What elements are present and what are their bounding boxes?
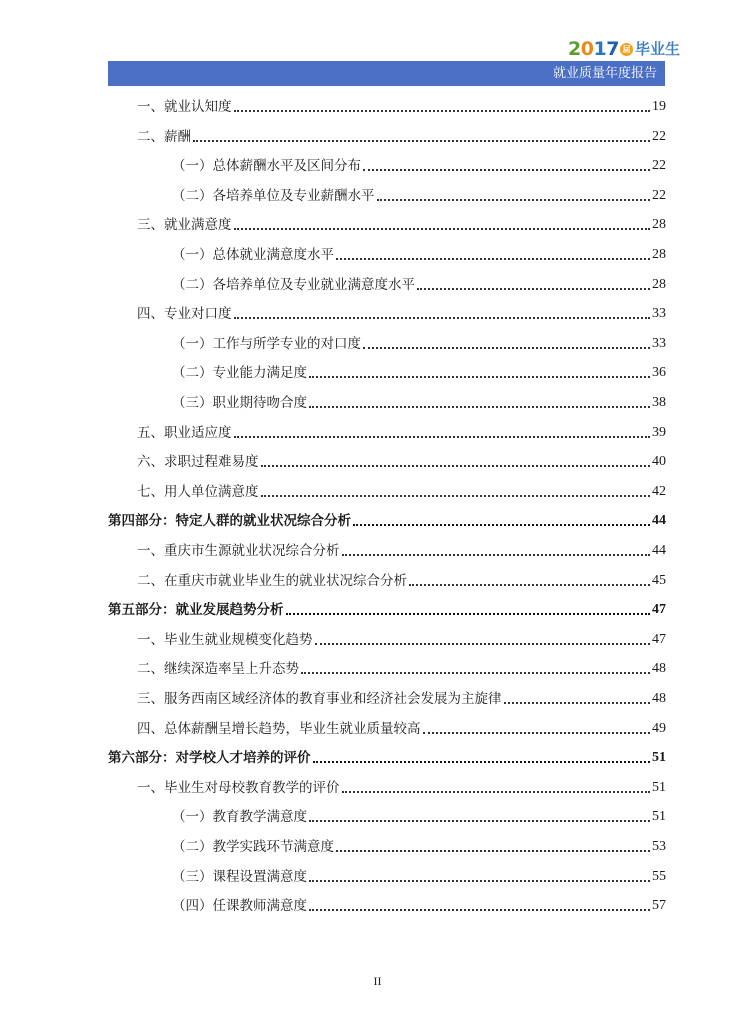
- toc-entry-label: 四、总体薪酬呈增长趋势，毕业生就业质量较高: [137, 720, 421, 737]
- toc-subsection-entry[interactable]: [172, 184, 666, 206]
- toc-dot-leader: [309, 908, 650, 911]
- logo-text: 毕业生: [634, 40, 680, 58]
- logo-year: [568, 37, 619, 61]
- toc-section-entry[interactable]: [137, 421, 666, 443]
- toc-entry-label: （二）专业能力满足度: [172, 365, 307, 382]
- toc-part-entry[interactable]: [108, 509, 666, 531]
- toc-entry-page: 49: [652, 720, 666, 736]
- toc-entry-label: （二）教学实践环节满意度: [172, 839, 334, 855]
- toc-entry-page: 36: [652, 365, 666, 381]
- toc-dot-leader: [342, 553, 651, 556]
- toc-section-entry[interactable]: [137, 480, 666, 502]
- toc-entry-page: 28: [652, 217, 666, 233]
- toc-entry-page: 57: [652, 898, 666, 914]
- toc-subsection-entry[interactable]: [172, 273, 666, 295]
- toc-entry-page: 45: [652, 572, 666, 588]
- toc-subsection-entry[interactable]: [172, 865, 666, 887]
- toc-section-entry[interactable]: [137, 450, 666, 472]
- toc-dot-leader: [309, 405, 650, 408]
- toc-entry-page: 40: [652, 454, 666, 470]
- toc-entry-page: 48: [652, 691, 666, 706]
- report-title: 就业质量年度报告: [552, 66, 657, 81]
- toc-entry-label: 七、用人单位满意度: [137, 483, 259, 500]
- toc-section-entry[interactable]: [137, 687, 666, 709]
- toc-entry-label: （一）教育教学满意度: [172, 809, 307, 826]
- toc-entry-page: 39: [652, 424, 666, 440]
- toc-section-entry[interactable]: [137, 539, 666, 561]
- toc-entry-label: 五、职业适应度: [137, 424, 232, 441]
- toc-entry-label: 一、毕业生就业规模变化趋势: [137, 631, 313, 648]
- toc-section-entry[interactable]: [137, 628, 666, 650]
- toc-dot-leader: [363, 168, 650, 171]
- toc-section-entry[interactable]: [137, 302, 666, 324]
- toc-entry-label: 三、就业满意度: [137, 217, 232, 234]
- toc-dot-leader: [342, 790, 651, 793]
- toc-part-entry[interactable]: [108, 598, 666, 620]
- toc-entry-page: 38: [652, 395, 666, 410]
- logo-year-digit: 7: [606, 38, 619, 60]
- toc-subsection-entry[interactable]: [172, 805, 666, 827]
- toc-entry-page: 28: [652, 276, 666, 292]
- logo-badge-icon: 届: [620, 43, 633, 56]
- header-band: [108, 61, 665, 86]
- toc-subsection-entry[interactable]: [172, 361, 666, 383]
- toc-entry-label: （一）总体薪酬水平及区间分布: [172, 158, 361, 175]
- toc-dot-leader: [234, 227, 651, 230]
- toc-section-entry[interactable]: [137, 657, 666, 679]
- toc-entry-label: （三）课程设置满意度: [172, 868, 307, 885]
- toc-dot-leader: [234, 316, 651, 319]
- toc-entry-page: 51: [652, 779, 666, 795]
- toc-subsection-entry[interactable]: [172, 391, 666, 413]
- toc-entry-page: 42: [652, 483, 666, 499]
- toc-entry-page: 51: [652, 750, 666, 766]
- logo-year-digit: 2: [568, 38, 581, 60]
- toc-dot-leader: [234, 109, 651, 112]
- toc-subsection-entry[interactable]: [172, 243, 666, 265]
- toc-entry-page: 47: [652, 602, 666, 618]
- toc-dot-leader: [336, 257, 650, 260]
- toc-entry-label: 一、毕业生对母校教育教学的评价: [137, 779, 340, 796]
- toc-entry-label: （一）总体就业满意度水平: [172, 247, 334, 263]
- report-logo: [568, 37, 680, 61]
- toc-entry-label: 二、继续深造率呈上升态势: [137, 661, 299, 678]
- toc-dot-leader: [353, 523, 650, 526]
- toc-entry-page: 33: [652, 335, 666, 351]
- toc-entry-page: 53: [652, 839, 666, 854]
- toc-section-entry[interactable]: [137, 95, 666, 117]
- toc-entry-label: 二、薪酬: [137, 128, 191, 145]
- toc-section-entry[interactable]: [137, 569, 666, 591]
- toc-entry-label: 第六部分：对学校人才培养的评价: [108, 750, 311, 767]
- toc-dot-leader: [315, 642, 651, 645]
- toc-entry-page: 22: [652, 158, 666, 174]
- toc-entry-page: 33: [652, 306, 666, 322]
- toc-entry-label: 一、重庆市生源就业状况综合分析: [137, 543, 340, 559]
- page-number: II: [373, 974, 382, 988]
- toc-dot-leader: [504, 701, 651, 704]
- logo-year-digit: 0: [580, 38, 594, 60]
- toc-entry-label: 第四部分：特定人群的就业状况综合分析: [108, 513, 351, 530]
- toc-entry-label: （二）各培养单位及专业就业满意度水平: [172, 276, 415, 293]
- toc-section-entry[interactable]: [137, 776, 666, 798]
- toc-dot-leader: [409, 583, 650, 586]
- toc-entry-page: 48: [652, 661, 666, 677]
- toc-section-entry[interactable]: [137, 125, 666, 147]
- toc-dot-leader: [261, 494, 651, 497]
- toc-subsection-entry[interactable]: [172, 154, 666, 176]
- toc-dot-leader: [309, 819, 650, 822]
- toc-entry-label: 二、在重庆市就业毕业生的就业状况综合分析: [137, 572, 407, 589]
- toc-entry-page: 22: [652, 187, 666, 203]
- toc-subsection-entry[interactable]: [172, 332, 666, 354]
- toc-dot-leader: [286, 612, 651, 615]
- toc-dot-leader: [309, 375, 650, 378]
- toc-subsection-entry[interactable]: [172, 894, 666, 916]
- toc-section-entry[interactable]: [137, 717, 666, 739]
- toc-part-entry[interactable]: [108, 746, 666, 768]
- toc-section-entry[interactable]: [137, 213, 666, 235]
- toc-entry-page: 44: [652, 513, 666, 529]
- toc-entry-page: 19: [652, 99, 666, 114]
- toc-entry-page: 55: [652, 868, 666, 884]
- toc-entry-page: 28: [652, 247, 666, 262]
- toc-dot-leader: [313, 760, 651, 763]
- toc-entry-label: 三、服务西南区域经济体的教育事业和经济社会发展为主旋律: [137, 691, 502, 707]
- toc-dot-leader: [423, 731, 651, 734]
- logo-year-digit: 1: [593, 38, 607, 60]
- toc-dot-leader: [363, 346, 650, 349]
- toc-entry-label: 六、求职过程难易度: [137, 454, 259, 471]
- toc-entry-label: 一、就业认知度: [137, 99, 232, 115]
- toc-entry-label: （四）任课教师满意度: [172, 898, 307, 915]
- toc-dot-leader: [309, 879, 650, 882]
- toc-entry-label: 第五部分：就业发展趋势分析: [108, 602, 284, 619]
- toc-dot-leader: [193, 139, 650, 142]
- toc-dot-leader: [261, 464, 651, 467]
- toc-dot-leader: [336, 849, 650, 852]
- toc-entry-page: 44: [652, 543, 666, 558]
- toc-dot-leader: [377, 198, 651, 201]
- toc-entry-page: 47: [652, 631, 666, 647]
- toc-entry-label: 四、专业对口度: [137, 306, 232, 323]
- toc-entry-label: （一）工作与所学专业的对口度: [172, 335, 361, 352]
- toc-entry-page: 51: [652, 809, 666, 825]
- toc-dot-leader: [301, 671, 650, 674]
- toc-entry-label: （三）职业期待吻合度: [172, 395, 307, 411]
- toc-entry-page: 22: [652, 128, 666, 144]
- toc-dot-leader: [234, 435, 651, 438]
- toc-dot-leader: [417, 287, 650, 290]
- toc-subsection-entry[interactable]: [172, 835, 666, 857]
- toc-entry-label: （二）各培养单位及专业薪酬水平: [172, 187, 375, 204]
